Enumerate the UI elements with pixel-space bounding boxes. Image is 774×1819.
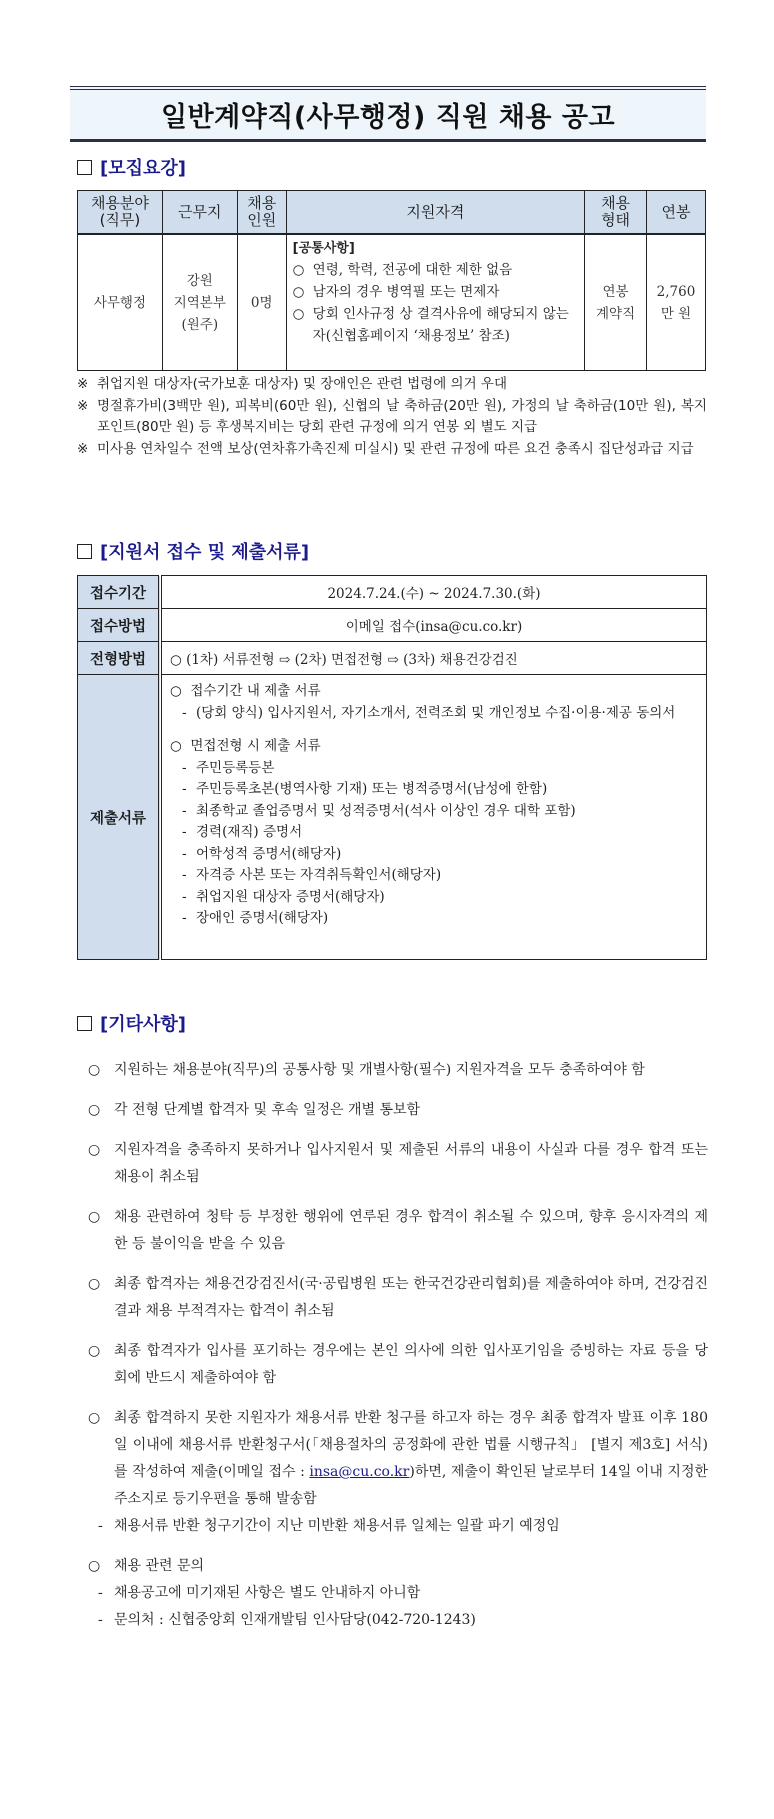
qualification-item: ○ 남자의 경우 병역필 또는 면제자 — [292, 284, 500, 300]
section-title: [모집요강] — [100, 158, 187, 179]
label-period: 접수기간 — [78, 576, 161, 609]
doc-group-application — [170, 681, 698, 724]
section-heading-recruit — [77, 154, 186, 180]
cell-type: 연봉 계약직 — [585, 234, 647, 371]
header-location: 근무지 — [162, 191, 237, 235]
header-qualification: 지원자격 — [286, 191, 584, 235]
cell-field: 사무행정 — [78, 234, 163, 371]
note-item: ※ 명절휴가비(3백만 원), 피복비(60만 원), 신협의 날 축하금(20만 원), 가정의 날 축하금(10만 원), 복지포인트(80만 원) 등 후생복지비는 당회 관련 규정에 의거 연봉 외 별도 지급 — [77, 397, 707, 435]
note-item: ※ 취업지원 대상자(국가보훈 대상자) 및 장애인은 관련 법령에 의거 우대 — [77, 376, 508, 392]
table-row-period — [78, 576, 707, 609]
table-row-process — [78, 642, 707, 675]
doc-item: - 장애인 증명서(해당자) — [182, 910, 329, 926]
header-salary: 연봉 — [647, 191, 706, 235]
misc-item: ○ 각 전형 단계별 합격자 및 후속 일정은 개별 통보함 — [88, 1102, 421, 1118]
doc-item: - 취업지원 대상자 증명서(해당자) — [182, 888, 385, 905]
doc-item: - 경력(재직) 증명서 — [182, 824, 303, 840]
doc-item: - 최종학교 졸업증명서 및 성적증명서(석사 이상인 경우 대학 포함) — [182, 802, 576, 819]
table-row — [78, 234, 706, 371]
table-row-method — [78, 609, 707, 642]
label-docs: 제출서류 — [78, 675, 161, 960]
doc-group-title: ○ 면접전형 시 제출 서류 — [170, 738, 321, 754]
value-period: 2024.7.24.(수) ~ 2024.7.30.(화) — [160, 576, 707, 609]
misc-subitem: - 채용공고에 미기재된 사항은 별도 안내하지 아니함 — [98, 1585, 421, 1601]
header-headcount: 채용 인원 — [237, 191, 286, 235]
page-title: 일반계약직(사무행정) 직원 채용 공고 — [160, 102, 616, 133]
doc-item: - 주민등록등본 — [182, 759, 275, 776]
value-docs — [160, 675, 707, 960]
checkbox-icon — [77, 544, 92, 559]
note-item: ※ 미사용 연차일수 전액 보상(연차휴가촉진제 미실시) 및 관련 규정에 따른 요건 충족시 집단성과급 지급 — [77, 440, 694, 457]
section-title: [지원서 접수 및 제출서류] — [100, 542, 310, 563]
misc-item: ○ 채용 관련하여 청탁 등 부정한 행위에 연루된 경우 합격이 취소될 수 있으며, 향후 응시자격의 제한 등 불이익을 받을 수 있음 — [88, 1209, 708, 1252]
section-heading-misc — [77, 1010, 186, 1036]
qualification-head: [공통사항] — [292, 241, 355, 256]
header-type: 채용 형태 — [585, 191, 647, 235]
email-link[interactable]: insa@cu.co.kr — [309, 1464, 410, 1480]
misc-item-return: ○ 최종 합격하지 못한 지원자가 채용서류 반환 청구를 하고자 하는 경우 최종 합격자 발표 이후 180일 이내에 채용서류 반환청구서(「채용절차의 공정화에 관한 법률 시행규칙」 [별지 제3호] 서식)를 작성하여 제출(이메일 접수 : insa@cu.co.kr)하면, 제출이 확인된 날로부터 14일 이내 지정한 주소지로 등기우편을 통해 발송함 — [88, 1410, 709, 1507]
misc-item: ○ 지원하는 채용분야(직무)의 공통사항 및 개별사항(필수) 지원자격을 모두 충족하여야 함 — [88, 1062, 645, 1078]
misc-list — [88, 1057, 708, 1634]
recruit-notes — [77, 374, 707, 460]
section-title: [기타사항] — [100, 1014, 187, 1035]
table-row-docs — [78, 675, 707, 960]
misc-item-contact: ○ 채용 관련 문의 — [88, 1558, 205, 1574]
misc-item: ○ 최종 합격자가 입사를 포기하는 경우에는 본인 의사에 의한 입사포기임을 증빙하는 자료 등을 당회에 반드시 제출하여야 함 — [88, 1343, 708, 1386]
doc-item: - 어학성적 증명서(해당자) — [182, 845, 342, 862]
cell-location: 강원 지역본부 (원주) — [162, 234, 237, 371]
misc-subitem: - 문의처 : 신협중앙회 인재개발팀 인사담당(042-720-1243) — [98, 1612, 476, 1628]
cell-headcount: 0명 — [237, 234, 286, 371]
header-field: 채용분야 (직무) — [78, 191, 163, 235]
doc-group-title: ○ 접수기간 내 제출 서류 — [170, 683, 321, 699]
misc-subitem: - 채용서류 반환 청구기간이 지난 미반환 채용서류 일체는 일괄 파기 예정임 — [98, 1518, 560, 1534]
value-process: ○ (1차) 서류전형 ⇨ (2차) 면접전형 ⇨ (3차) 채용건강검진 — [160, 642, 707, 675]
doc-item: - 자격증 사본 또는 자격취득확인서(해당자) — [182, 867, 442, 883]
table-header-row — [78, 191, 706, 235]
label-process: 전형방법 — [78, 642, 161, 675]
qualification-item: ○ 연령, 학력, 전공에 대한 제한 없음 — [292, 262, 513, 278]
doc-group-interview — [170, 736, 698, 930]
title-banner — [70, 86, 706, 142]
label-method: 접수방법 — [78, 609, 161, 642]
doc-item: - 주민등록초본(병역사항 기재) 또는 병적증명서(남성에 한함) — [182, 781, 548, 797]
recruit-table — [77, 190, 706, 371]
misc-item: ○ 지원자격을 충족하지 못하거나 입사지원서 및 제출된 서류의 내용이 사실과 다를 경우 합격 또는 채용이 취소됨 — [88, 1142, 708, 1185]
misc-item: ○ 최종 합격자는 채용건강검진서(국·공립병원 또는 한국건강관리협회)를 제출하여야 하며, 건강검진결과 채용 부적격자는 합격이 취소됨 — [88, 1276, 708, 1319]
checkbox-icon — [77, 160, 92, 175]
value-method: 이메일 접수(insa@cu.co.kr) — [160, 609, 707, 642]
checkbox-icon — [77, 1016, 92, 1031]
application-table — [77, 575, 707, 960]
qualification-item: ○ 당회 인사규정 상 결격사유에 해당되지 않는 자(신협홈페이지 ‘채용정보’ 참조) — [292, 306, 569, 344]
cell-qualification — [286, 234, 584, 371]
doc-item: - (당회 양식) 입사지원서, 자기소개서, 전력조회 및 개인정보 수집·이용·제공 동의서 — [182, 704, 676, 721]
section-heading-application — [77, 538, 309, 564]
cell-salary: 2,760 만 원 — [647, 234, 706, 371]
